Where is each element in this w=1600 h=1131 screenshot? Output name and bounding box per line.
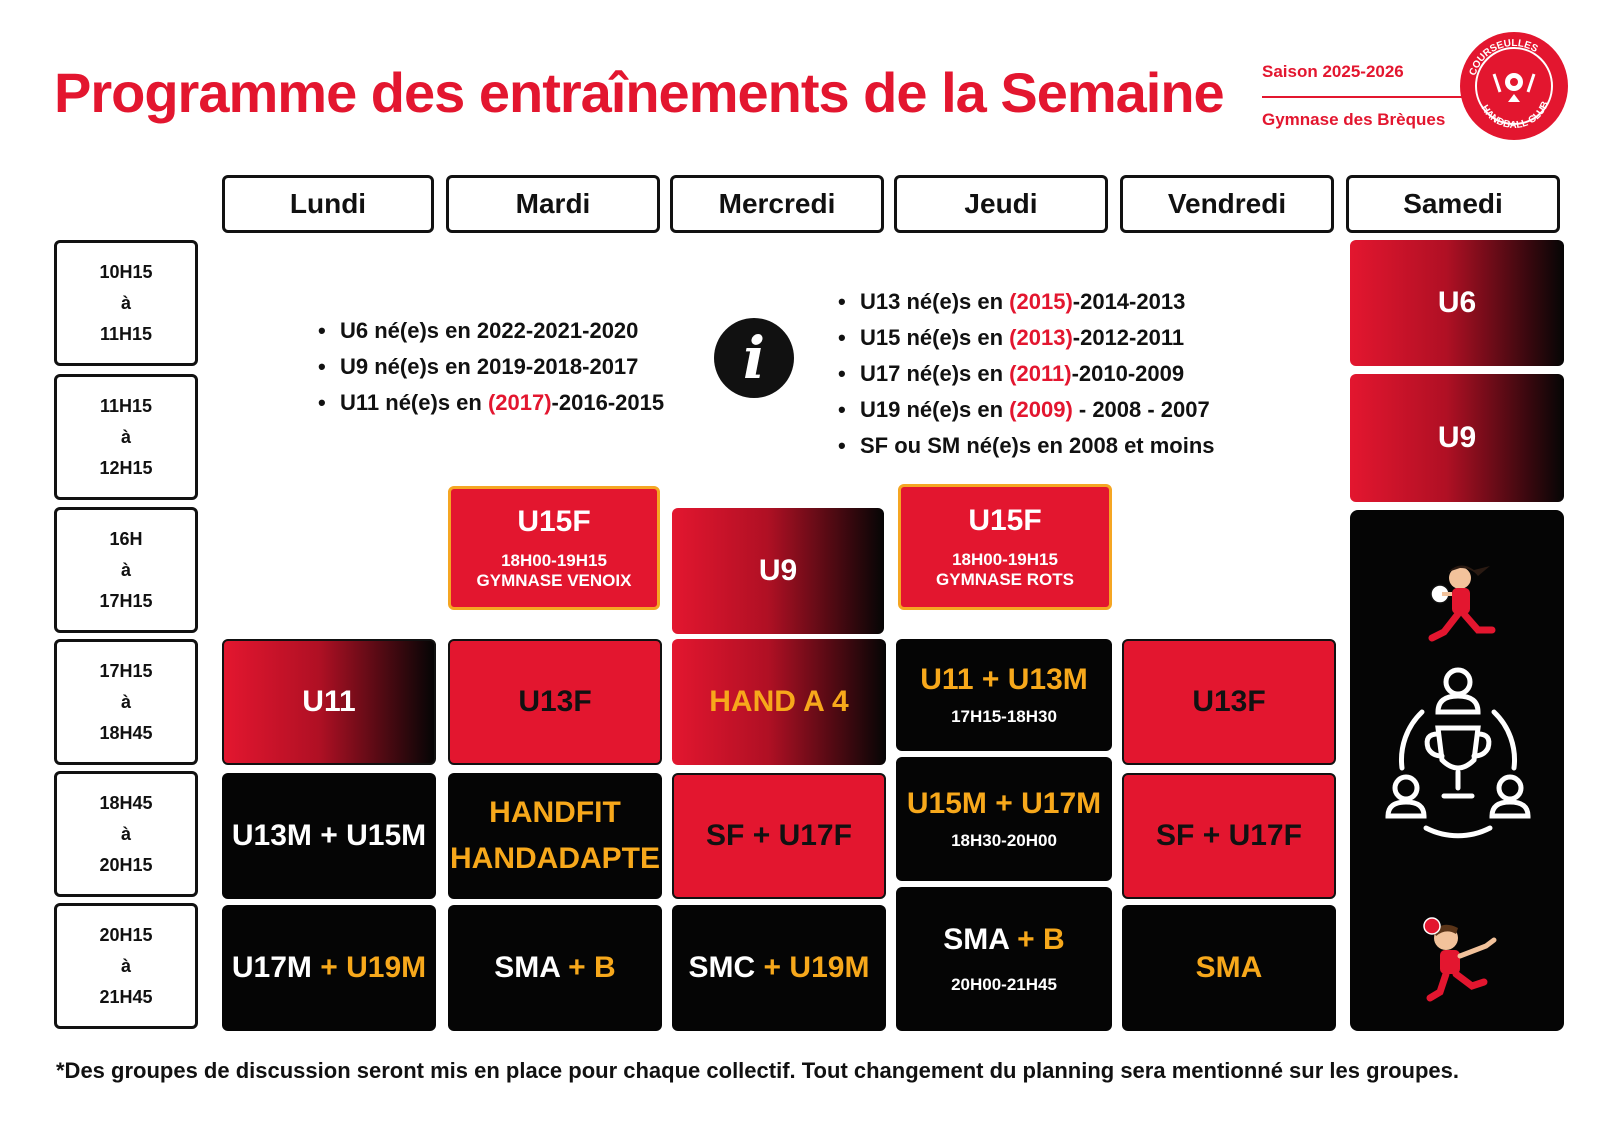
session-title: U9 [758,554,798,587]
session-title: HANDFIT [489,796,621,829]
age-item-u15: • U15 né(e)s en (2013)-2012-2011 [834,320,1215,356]
session-mardi-handfit [448,773,662,899]
session-time: 18H30-20H00 [951,831,1057,850]
time-end: 21H45 [99,986,153,1007]
page-title: Programme des entraînements de la Semaine [54,61,1224,124]
session-title: SMC + U19M [688,951,870,984]
time-sep: à [120,823,131,844]
session-title: SF + U17F [706,819,852,852]
session-title: U13M + U15M [231,819,427,852]
session-jeudi-u15f [898,484,1112,610]
svg-text:COURSEULLES: COURSEULLES [1467,37,1540,78]
player-boy-icon [1416,916,1502,1006]
time-start: 17H15 [99,660,153,681]
time-slot-5 [54,771,198,897]
age-item-u6: • U6 né(e)s en 2022-2021-2020 [314,313,664,349]
time-sep: à [120,691,131,712]
player-girl-icon [1420,560,1496,650]
samedi-matches-panel [1350,510,1564,1031]
session-jeudi-sma-b [896,887,1112,1031]
session-jeudi-u11-u13m [896,639,1112,751]
session-title: U13F [518,685,592,718]
time-sep: à [120,559,131,580]
season-label: Saison 2025-2026 [1262,62,1404,81]
session-title: U6 [1437,286,1477,319]
session-lundi-u17m-u19m [222,905,436,1031]
day-mardi: Mardi [446,175,660,233]
club-logo [1458,30,1570,142]
time-slot-6 [54,903,198,1029]
day-vendredi: Vendredi [1120,175,1334,233]
gym-label: Gymnase des Brèques [1262,110,1446,129]
session-title: SMA [1195,951,1263,984]
time-slot-4 [54,639,198,765]
session-title: U15F [517,505,591,538]
age-item-u11: • U11 né(e)s en (2017)-2016-2015 [314,385,664,421]
session-samedi-u6 [1350,240,1564,366]
day-lundi: Lundi [222,175,434,233]
time-start: 20H15 [99,924,153,945]
session-vendredi-sma [1122,905,1336,1031]
session-title: SF + U17F [1156,819,1302,852]
season-info [1262,62,1446,130]
session-vendredi-u13f [1122,639,1336,765]
trophy-team-icon [1382,660,1534,840]
time-start: 11H15 [99,395,153,416]
session-subtitle: HANDADAPTE [450,842,660,875]
session-time: 17H15-18H30 [951,707,1057,726]
session-mardi-u15f [448,486,660,610]
session-vendredi-sf-u17f [1122,773,1336,899]
time-end: 11H15 [99,323,153,344]
session-title: SMA + B [494,951,616,984]
time-start: 10H15 [99,261,153,282]
time-end: 12H15 [99,457,153,478]
session-samedi-u9 [1350,374,1564,502]
session-title: U13F [1192,685,1266,718]
season-divider [1262,96,1472,98]
session-details: 18H00-19H15 GYMNASE VENOIX [476,551,632,590]
session-mardi-sma-b [448,905,662,1031]
time-end: 20H15 [99,854,153,875]
age-item-u17: • U17 né(e)s en (2011)-2010-2009 [834,356,1215,392]
footer-note: *Des groupes de discussion seront mis en place pour chaque collectif. Tout changement du planning sera mentionné sur les groupes. [56,1058,1459,1083]
day-mercredi: Mercredi [670,175,884,233]
session-mercredi-sf-u17f [672,773,886,899]
session-title: U11 + U13M [920,663,1088,696]
session-title: U15M + U17M [906,787,1102,820]
session-title: U11 [302,685,356,718]
session-title: U15F [968,504,1042,537]
day-samedi: Samedi [1346,175,1560,233]
session-details: 18H00-19H15 GYMNASE ROTS [936,550,1074,589]
time-sep: à [120,292,131,313]
age-item-u9: • U9 né(e)s en 2019-2018-2017 [314,349,664,385]
session-title: U9 [1437,421,1477,454]
info-icon: i [714,318,794,398]
age-item-senior: • SF ou SM né(e)s en 2008 et moins [834,428,1215,464]
session-mercredi-smc-u19m [672,905,886,1031]
time-sep: à [120,955,131,976]
time-start: 18H45 [99,792,153,813]
session-title: HAND A 4 [709,685,849,718]
session-mardi-u13f [448,639,662,765]
session-jeudi-u15m-u17m [896,757,1112,881]
time-end: 18H45 [99,722,153,743]
session-mercredi-hand4 [672,639,886,765]
session-lundi-u11 [222,639,436,765]
session-lundi-u13m-u15m [222,773,436,899]
time-sep: à [120,426,131,447]
time-slot-1 [54,240,198,366]
svg-text:HANDBALL CLUB: HANDBALL CLUB [1478,99,1552,132]
time-start: 16H [109,528,143,549]
age-info-left [314,313,664,421]
session-mercredi-u9 [672,508,884,634]
age-info-right [834,284,1215,464]
time-slot-2 [54,374,198,500]
session-title: U17M + U19M [231,951,427,984]
day-jeudi: Jeudi [894,175,1108,233]
age-item-u13: • U13 né(e)s en (2015)-2014-2013 [834,284,1215,320]
time-slot-3 [54,507,198,633]
age-item-u19: • U19 né(e)s en (2009) - 2008 - 2007 [834,392,1215,428]
time-end: 17H15 [99,590,153,611]
session-time: 20H00-21H45 [951,975,1057,994]
session-title: SMA + B [943,923,1065,956]
